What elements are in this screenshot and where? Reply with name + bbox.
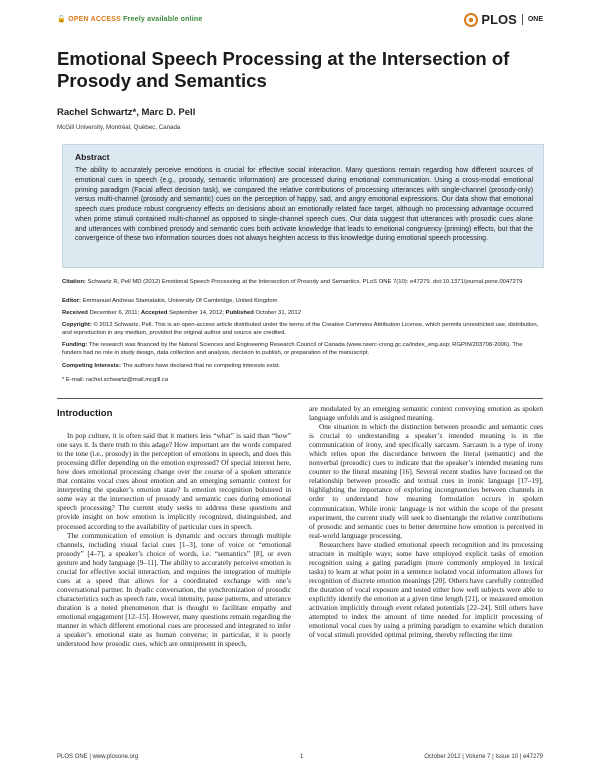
footer-journal: PLOS ONE | www.plosone.org	[57, 754, 139, 760]
logo-word: PLOS	[481, 12, 517, 27]
paragraph: are modulated by an emerging semantic context conveying emotion as spoken language unfolds and is assigned meaning.	[309, 404, 543, 423]
paragraph: The communication of emotion is dynamic and occurs through multiple channels, including visual facial cues [1–3], tone of voice or “emotional prosody” [4–7], a speaker’s choice of words, i.e. “semantics” [8], or even gesture and body language [9–11]. The ability to accurately perceive emotion is crucial for effective social interaction, and requires the integration of multiple cues at a speed that allows for a coordinated exchange with one’s conversational partner. In dyadic conversation, the synchronization of prosodic characteristics such as speech rate, vocal intensity, pause patterns, and utterance duration is a noted phenomenon that is thought to facilitate empathy and emotional engagement [12–15]. However, many questions remain regarding the manner in which different emotional cues are processed and integrated to infer a speaker’s emotional state as human converse; in particular, it is poorly understood how prosodic cues, which are omnipresent in speech,	[57, 530, 291, 649]
body-column-right	[309, 404, 543, 639]
citation: Citation: Schwartz R, Pell MD (2012) Emotional Speech Processing at the Intersection of Prosody and Semantics. PLoS ONE 7(10): e47279. doi:10.1371/journal.pone.0047279	[62, 279, 523, 285]
paragraph: In pop culture, it is often said that it matters less “what” is said than “how” one says it. Is there truth to this adage? How important are the words compared to the tone (i.e., prosody) in the perception of emotions in speech, and does this processing differ depending on the emotion expressed? Of special interest here, how does emotional processing change over the course of a spoken utterance that contains vocal cues about emotion and an emerging semantic context for interpreting the speaker’s emotion state? Is emotion recognition bolstered in some way at the intersection of prosody and semantic cues during emotional speech processing? The current study seeks to address these questions and provide insight on how emotion is implicitly recognized, distinguished, and processed according to the availability of particular cues in speech.	[57, 431, 291, 531]
section-heading-introduction: Introduction	[57, 408, 113, 419]
dates: Received December 6, 2011; Accepted September 14, 2012; Published October 31, 2012	[62, 310, 301, 316]
plos-one-logo	[464, 12, 543, 27]
plos-logo-icon	[464, 13, 478, 27]
editor: Editor: Emmanuel Andreas Stamatakis, University Of Cambridge, United Kingdom	[62, 298, 278, 304]
affiliation: McGill University, Montréal, Québec, Canada	[57, 124, 181, 131]
paragraph: One situation in which the distinction between prosodic and semantic cues is crucial to understanding a speaker’s intended meaning is in the communication of irony, and specifically sarcasm. Sarcasm is a type of irony which relies upon the discordance between the literal (semantic) and the nonverbal (prosodic) cues to indicate that the speaker’s intended meaning runs counter to the literal meaning [16]. Several recent studies have focused on the relationship between prosodic and textual cues in ironic language [17–19], highlighting the importance of exploring incongruencies between channels in order to understand how meaning formulation occurs in spoken communication. While ironic language is not within the scope of the present experiment, the current study will seek to disentangle the relative contributions of prosodic and semantic cues to better determine how emotion is perceived in real-world language processing.	[309, 422, 543, 540]
body-column-left	[57, 409, 291, 648]
page-footer	[57, 754, 543, 764]
competing-interests: Competing Interests: The authors have declared that no competing interests exist.	[62, 363, 281, 369]
copyright: Copyright: © 2012 Schwartz, Pell. This is an open-access article distributed under the terms of the Creative Commons Attribution License, which permits unrestricted use, distribution, and reproduction in any medium, provided the original author and source are credited.	[62, 322, 539, 336]
abstract-box	[62, 144, 544, 268]
author-list: Rachel Schwartz*, Marc D. Pell	[57, 107, 196, 118]
open-access-badge: 🔓 OPEN ACCESS Freely available online	[57, 16, 203, 23]
article-title: Emotional Speech Processing at the Intersection of Prosody and Semantics	[57, 48, 510, 91]
lock-icon: 🔓	[57, 16, 66, 23]
abstract-heading: Abstract	[75, 152, 110, 162]
section-divider	[57, 398, 543, 399]
footer-issue: October 2012 | Volume 7 | Issue 10 | e47279	[424, 754, 543, 760]
top-bar	[57, 12, 543, 28]
footer-page-number: 1	[300, 754, 304, 760]
logo-divider	[522, 14, 523, 25]
corresponding-email[interactable]: * E-mail: rachel.schwartz@mail.mcgill.ca	[62, 377, 169, 383]
logo-sub: ONE	[527, 16, 543, 23]
abstract-text: The ability to accurately perceive emotions is crucial for effective social interaction. Many questions remain regarding how different sources of emotional cues in speech (e.g., prosody, semantic information) are processed during emotional communication. Using a cross-modal emotional priming paradigm (Facial affect decision task), we compared the relative contributions of processing utterances with single-channel (prosody-only) versus multi-channel (prosody and semantic) cues on the perception of happy, sad, and angry emotional expressions. Our data show that emotional speech cues produce robust congruency effects on decisions about an emotionally related face target, although no processing advantage occurred when prime stimuli contained multi-channel as opposed to single-channel speech cues. Our data suggest that utterances with prosodic cues alone and utterances with combined prosody and semantic cues both activate knowledge that leads to emotional congruency (priming) effects, but that the convergence of these two information sources does not always heighten access to this knowledge during emotional speech processing.	[75, 167, 533, 243]
funding: Funding: The research was financed by the Natural Sciences and Engineering Research Council of Canada (www.nserc-crsng.gc.ca/index_eng.asp; RGPIN/203708-2006). The funders had no role in study design, data collection and analysis, decision to publish, or preparation of the manuscript.	[62, 342, 523, 356]
paragraph: Researchers have studied emotional speech recognition and its processing structure in multiple ways; some have employed explicit tasks of emotion recognition using a gating paradigm (more commonly employed in lexical tasks) to learn at what point in a sentence isolated vocal information allows for recognition of discrete emotion meanings [20]. Others have carefully controlled the duration of vocal exposure and tested either how well subjects were able to explicitly identify the emotion at a given time length [21], or measured emotion activation implicitly through event related potentials [22–24]. Still others have attempted to index the amount of time needed for implicit processing of emotional vocal cues by using a priming paradigm to examine which duration of vocal stimuli provided optimal priming, thereby reflecting the time	[309, 539, 543, 640]
